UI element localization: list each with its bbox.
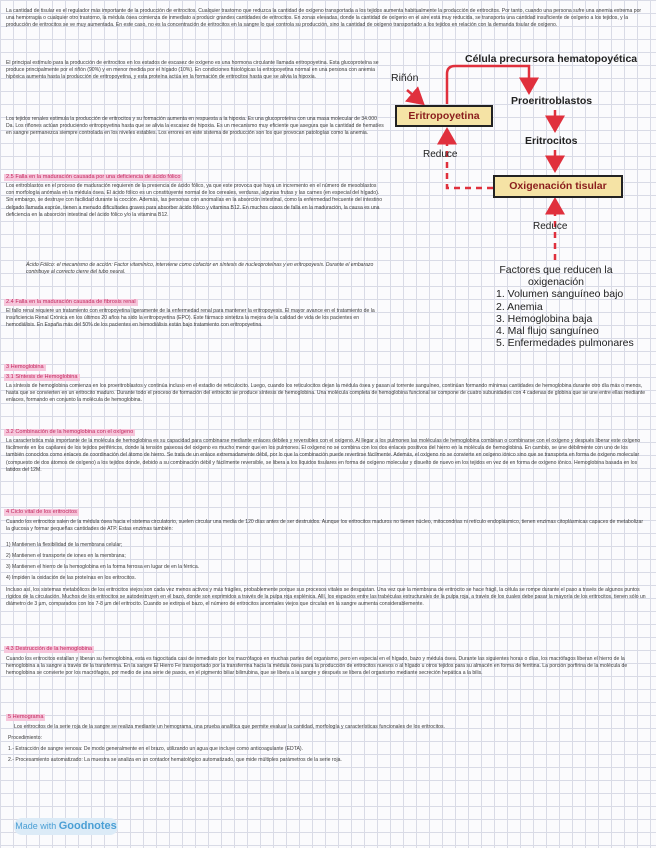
hemogram-paragraph: Los eritrocitos de la serie roja de la sangre se realiza mediante un hemograma, una prueba analítica que permite evaluar la cantidad, morfología y características funcionales de los eritrocitos. xyxy=(14,724,445,730)
hemogram-step: 2.- Procesamiento automatizado: La muestra se analiza en un contador hematológico automatizado, que mide múltiples parámetros de la serie roja. xyxy=(8,757,342,763)
heading-3: 3 Hemoglobina xyxy=(6,364,44,370)
erythropoiesis-diagram xyxy=(385,50,651,350)
heading-5: 5 Hemograma xyxy=(8,714,44,720)
factors-list xyxy=(492,264,652,349)
lifecycle-list-item: 1) Mantienen la flexibilidad de la membrana celular; xyxy=(6,542,123,548)
reduce-left-label: Reduce xyxy=(423,149,458,160)
lifecycle-list-item: 3) Mantienen el hierro de la hemoglobina en la forma ferrosa en lugar de en la férrica. xyxy=(6,564,200,570)
factor-item: 5. Enfermedades pulmonares xyxy=(496,337,634,350)
factor-item: 3. Hemoglobina baja xyxy=(496,312,593,325)
factors-title: Factores que reducen la oxigenación xyxy=(499,264,613,289)
epo-paragraph: El principal estímulo para la producción de eritrocitos en los estados de escasez de oxígeno es una hormona circulante llamada eritropoyetina. Esta glucoproteína se produce principalmente por el riñón (90%) y en menor medida por el hígado (10%). En condiciones fisiológicas la eritropoyetina normal en una persona con anemia hipóxica aumenta hasta la producción de eritropoyetina, y esta proteína actúa en la formación de eritrocitos hasta que se alivia la hipoxia. xyxy=(6,60,379,81)
epo-box: Eritropoyetina xyxy=(395,105,493,127)
reduce-right-label: Reduce xyxy=(533,221,568,232)
heading-4: 4 Ciclo vital de los eritrocitos xyxy=(6,509,77,515)
folic-paragraph: Los eritroblastos en el proceso de maduración requieren de la presencia de ácido fólico, ya que este provoca que haya un incremento en el número de mesoblastos con morfología anómala en la médula ósea. El ácido fólico es un constituyente normal de los cereales, verduras, algunas frutas y las carnes (en especial del hígado). Sin embargo, se destruye con facilidad durante la cocción. Además, las personas con anomalías en la absorción intestinal, como la enfermedad frecuente del intestino delgado llamada esprúe, tienen a menudo dificultades graves para absorber ácido fólico y vitamina B12. En muchos casos de falla en la maduración, la causa es una deficiencia en la absorción intestinal del ácido fólico y/o la vitamina B12. xyxy=(6,183,383,218)
proerythroblasts-label: Proeritroblastos xyxy=(511,95,593,107)
goodnotes-badge xyxy=(14,818,118,835)
hematopoietic-cell-label: Célula precursora hematopoyética xyxy=(465,53,638,65)
oxygenation-box: Oxigenación tisular xyxy=(493,175,623,198)
epo-paragraph-2: Los tejidos renales estimula la producción de eritrocitos y su formación aumenta en respuesta a la hipoxia. Es una glucoproteína con una masa molecular de 34.000 Da. Los riñones actúan produciendo eritropoyetina hasta que se alivia la escasez de hipoxia. Es un mecanismo muy eficiente que asegura que la cantidad de hematíes en sangre permanezca siempre controlada en los niveles estables. Los errores en este sistema de producción son los que provocan patologías como la anemia. xyxy=(6,116,384,137)
badge-app-name: Goodnotes xyxy=(58,820,117,832)
hemogram-step: 1.- Extracción de sangre venosa: De modo generalmente en el brazo, utilizando un agua que incluye como anticoagulante (EDTA). xyxy=(8,746,303,752)
lifecycle-paragraph: Cuando los eritrocitos salen de la médula ósea hacia el sistema circulatorio, suelen circular una media de 120 días antes de ser destruidos. Aunque los eritrocitos maduros no tienen núcleo, mitocondrias ni retículo endoplásmico, tienen enzimas citoplásmicas capaces de metabolizar la glucosa y formar pequeñas cantidades de ATP. Estas enzimas también: xyxy=(6,519,644,533)
heading-4-3: 4.3 Destrucción de la hemoglobina xyxy=(6,646,93,652)
factor-item: 1. Volumen sanguíneo bajo xyxy=(496,288,624,301)
heading-3-1: 3.1 Síntesis de Hemoglobina xyxy=(6,374,78,380)
hb-oxygen-paragraph: La característica más importante de la molécula de hemoglobina es su capacidad para combinarse mediante enlaces débiles y reversibles con el oxígeno. Al llegar a los pulmones las moléculas de hemoglobina combinan o combinarse con el oxígeno y después liberar este oxígeno fácilmente en los capilares de los tejidos periféricos, donde la tensión gaseosa del oxígeno es mucho menor que en los pulmones. El oxígeno no se combina con los dos enlaces positivos del hierro en la molécula de hemoglobina. En cambio, se une débilmente con uno de los también conocidos como enlaces de coordinación del átomo de hierro. Se trata de un enlace extremadamente débil, por lo que la combinación puede revertirse fácilmente. Además, el oxígeno no se convierte en oxígeno iónico sino que se transporta en forma de oxígeno molecular (compuesto de dos átomos de oxígeno) a los tejidos donde, debido a su combinación débil y fácilmente reversible, se libera a los líquidos tisulares en forma de oxígeno molecular y disuelto de nuevo en los tejidos en vez de en forma de oxígeno iónico. Hemoglobina basada en los latidos del 12M. xyxy=(6,438,641,473)
erythrocytes-label: Eritrocitos xyxy=(525,135,578,147)
factor-item: 4. Mal flujo sanguíneo xyxy=(496,325,599,338)
heading-2-4: 2.4 Falla en la maduración causada de fibrosis renal xyxy=(6,299,136,305)
intro-paragraph: La cantidad de tisular es el regulador más importante de la producción de eritrocitos. Cualquier trastorno que reduzca la cantidad de oxígeno transportada a los tejidos aumenta habitualmente la producción de eritrocitos. Por tanto, cuando una persona sufre una anemia extrema por una hemorragia o cualquier otro trastorno, la médula ósea comienza de inmediato a producir grandes cantidades de eritrocitos. En zonas elevadas, donde la cantidad de oxígeno en el aire está muy reducida, se transporta una cantidad insuficiente de oxígeno a los tejidos, y la producción de eritrocitos se ve muy aumentada. En este caso, no es la concentración de eritrocitos en la sangre lo que controla su producción, sino la cantidad de oxígeno transportado a los tejidos en relación con la demanda tisular de oxígeno. xyxy=(6,8,642,29)
factor-item: 2. Anemia xyxy=(496,300,543,313)
heading-3-2: 3.2 Combinación de la hemoglobina con el oxígeno xyxy=(6,429,134,435)
folic-note: Ácido Fólico: el mecanismo de acción: Factor vitamínico, interviene como cofactor en síntesis de nucleoproteínas y en eritropoyesis. Durante el embarazo contribuye al correcto cierre del tubo neural. xyxy=(26,262,374,276)
badge-made-with: Made with xyxy=(15,821,59,831)
lifecycle-list-item: 2) Mantienen el transporte de iones en la membrana; xyxy=(6,553,126,559)
hb-synthesis-paragraph: La síntesis de hemoglobina comienza en los proeritroblastos y continúa incluso en el estadio de reticulocito. Luego, cuando los reticulocitos dejan la médula ósea y pasan al torrente sanguíneo, continúan formando mínimas cantidades de hemoglobina durante otro día más o menos, hasta que se convierten en un eritrocito maduro. Durante todo el proceso de formación del eritrocito se produce síntesis de hemoglobina. Una molécula completa de hemoglobina funcional se compone de cuatro subunidades con 4 cadenas de globina que se une entre ellas mediante enlaces, formando en conjunto la molécula de hemoglobina. xyxy=(6,383,646,404)
lifecycle-list-item: 4) Impiden la oxidación de las proteínas en los eritrocitos. xyxy=(6,575,136,581)
kidney-label: Riñón xyxy=(391,72,419,84)
heading-2-5: 2.5 Falla en la maduración causada por una deficiencia de ácido fólico xyxy=(6,174,181,180)
hemogram-procedure: Procedimiento: xyxy=(8,735,42,741)
renal-paragraph: El fallo renal requiere un tratamiento con eritropoyetina ligeramente de la enfermedad renal para mantener la eritropoyesis. El mayor avance en el tratamiento de la insuficiencia Renal Crónica en los últimos 20 años ha sido la eritropoyetina (EPO). Este fármaco sintetiza la mejora de la calidad de vida de los pacientes en hemodiálisis. En España más del 50% de los pacientes en hemodiálisis están bajo tratamiento con eritropoyetina. xyxy=(6,308,375,329)
lifecycle-paragraph-2: Incluso así, los sistemas metabólicos de los eritrocitos viejos son cada vez menos activos y más frágiles, probablemente porque sus procesos vitales se desgastan. Una vez que la membrana de eritrocito se hace frágil, la célula se rompe durante el paso a través de algunos puntos rígidos de la circulación. Muchos de los eritrocitos se autodestruyen en el bazo, donde son exprimidos a través de la pulpa roja esplénica. Allí, los espacios entre las trabéculas estructurales de la pulpa roja, a través de los cuales debe pasar la mayoría de los eritrocitos, tienen sólo un diámetro de 3 µm, comparados con los 7-8 µm del eritrocito. Cuando se extirpa el bazo, el número de eritrocitos anormales viejos que circulan en la sangre aumenta considerablemente. xyxy=(6,587,646,608)
destruction-paragraph: Cuando los eritrocitos estallan y liberan su hemoglobina, esta es fagocitada casi de inmediato por los macrófagos en muchas partes del organismo, pero en especial en el hígado, bazo y médula ósea. Durante las siguientes horas o días, los macrófagos liberan el hierro de la hemoglobina a la sangre a través de la transferrina. En la sangre El Hierro Fe transportado por la transferrina hacia la médula ósea para la producción de eritrocitos nuevos o al hígado u otros tejidos para su almacén en forma de ferritina. La porción porfirina de la molécula de hemoglobina se convierte por los macrófagos, por medio de una serie de pasos, en el pigmento biliar bilirrubina, que se libera a la sangre y después se libera del organismo mediante secreción hepática a la bilis. xyxy=(6,656,628,677)
